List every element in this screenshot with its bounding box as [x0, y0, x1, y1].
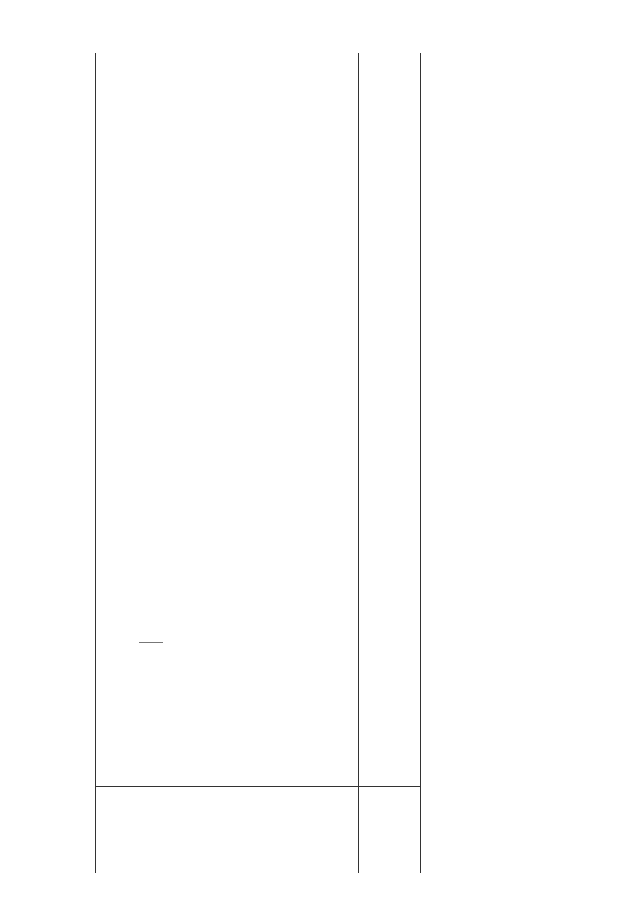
table-bottom-border [420, 53, 421, 873]
table-top-border [95, 53, 96, 873]
expected-row-divider [358, 53, 359, 873]
column-divider [95, 786, 420, 787]
section-divider-v [139, 642, 163, 643]
rotated-table [95, 53, 420, 873]
